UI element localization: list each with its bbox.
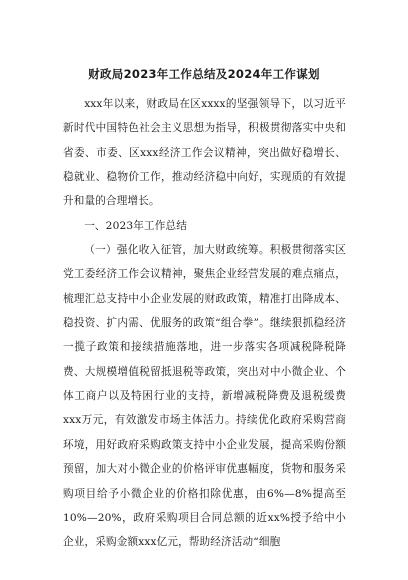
section-heading: 一、2023年工作总结 (84, 219, 187, 232)
document-body (63, 92, 346, 555)
intro-paragraph: xxx年以来，财政局在区xxxx的坚强领导下，以习近平新时代中国特色社会主义思想为指导，积极贯彻落实中央和省委、市委、区xxx经济工作会议精神，突出做好稳增长、稳就业、稳物价工作，推动经济稳中向好，实现质的有效提升和量的合理增长。 (63, 98, 346, 208)
document-title: 财政局2023年工作总结及2024年工作谋划 (88, 67, 320, 81)
section-paragraph: （一）强化收入征管，加大财政统筹。积极贯彻落实区党工委经济工作会议精神，聚焦企业经营发展的难点痛点，梳理汇总支持中小企业发展的财政政策，精准打出降成本、稳投资、扩内需、优服务的政策“组合拳”。继续狠抓稳经济一揽子政策和接续措施落地，进一步落实各项减税降税降费、大规模增值税留抵退税等政策，突出对中小微企业、个体工商户以及特困行业的支持，新增减税降费及退税缓费xxx万元，有效激发市场主体活力。持续优化政府采购营商环境，用好政府采购政策支持中小企业发展，提高采购份额预留，加大对小微企业的价格评审优惠幅度，货物和服务采购项目给予小微企业的价格扣除优惠，由6%—8%提高至10%—20%，政府采购项目合同总额的近xx%授予给中小企业，采购金额xxx亿元，帮助经济活动“细胞 (63, 244, 346, 549)
